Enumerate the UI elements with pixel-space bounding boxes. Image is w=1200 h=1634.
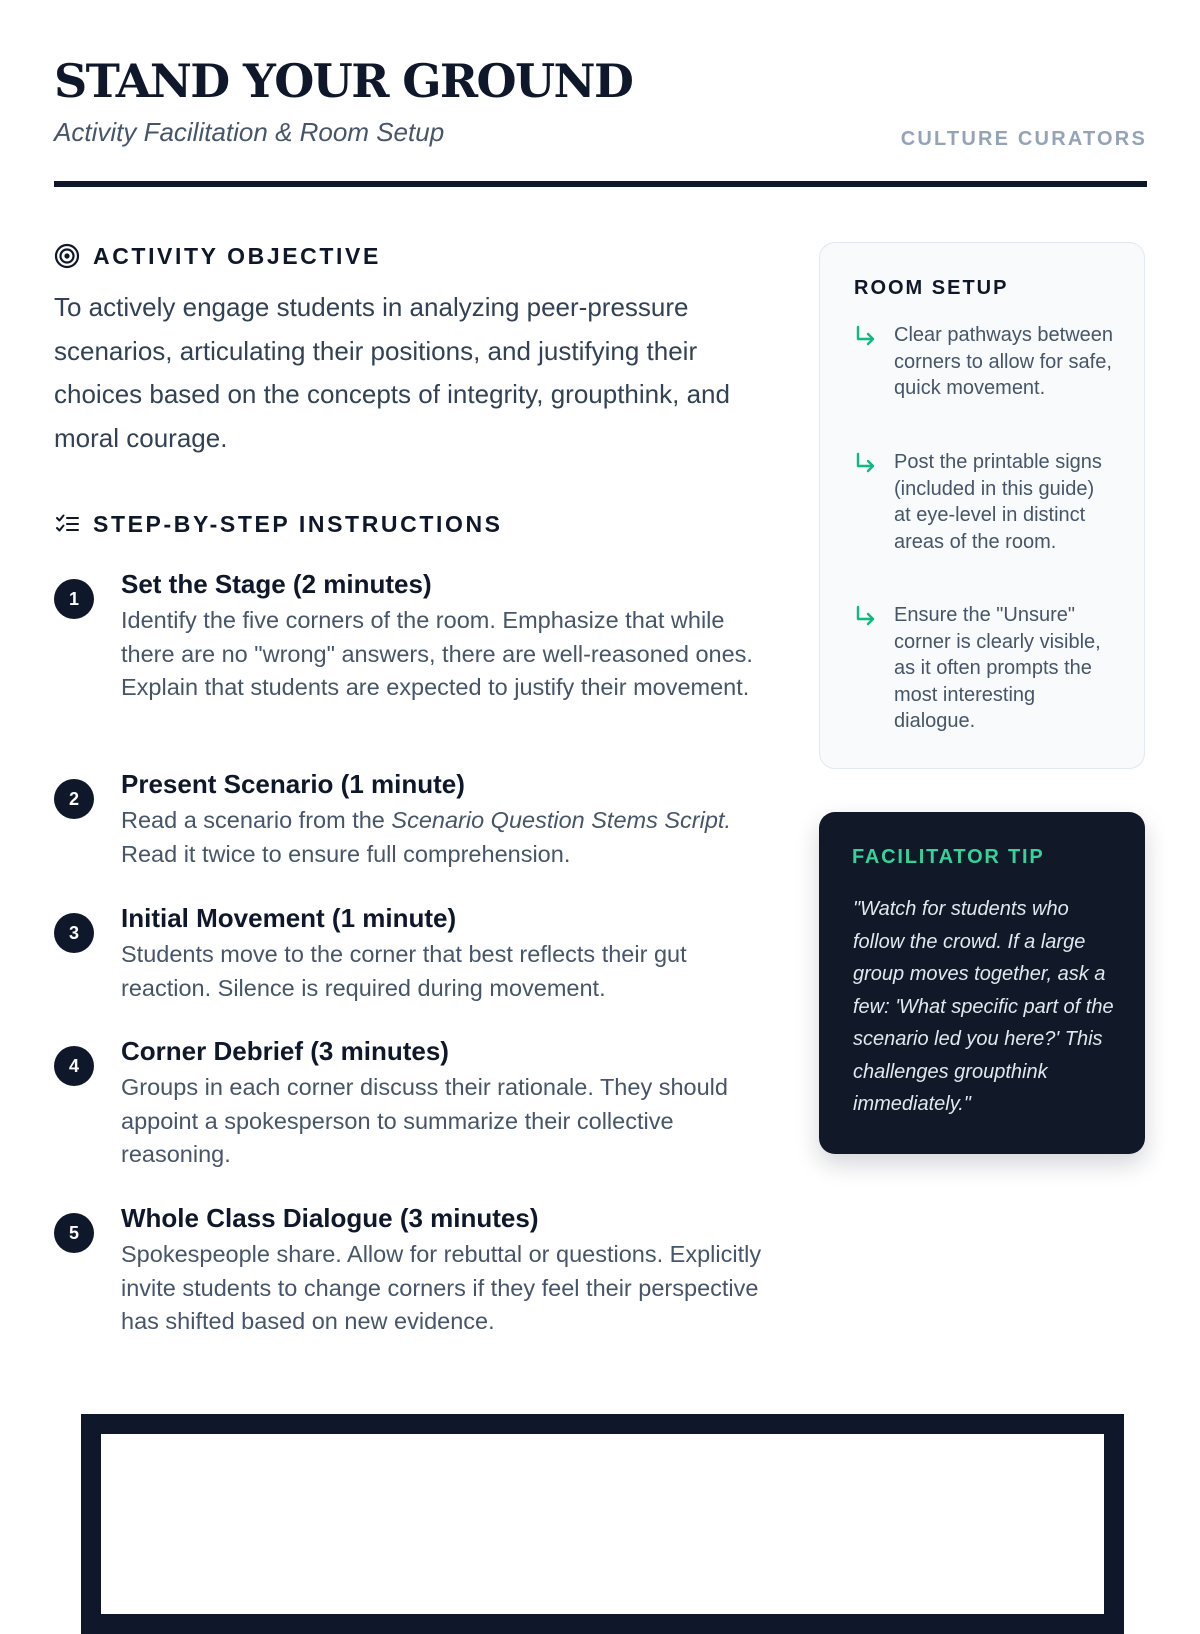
step-title: Whole Class Dialogue (3 minutes): [121, 1203, 539, 1233]
step-title: Initial Movement (1 minute): [121, 903, 457, 933]
step-description: Students move to the corner that best reflects their gut reaction. Silence is required during movement.: [121, 941, 687, 1001]
objective-heading: [54, 240, 774, 272]
step-description: Groups in each corner discuss their rationale. They should appoint a spokesperson to summarize their collective reasoning.: [121, 1074, 728, 1167]
brand-name: CULTURE CURATORS: [900, 128, 1147, 150]
main-column: [54, 240, 774, 1334]
step-number-badge: 3: [54, 913, 94, 953]
checklist-icon: [54, 511, 80, 537]
page-title: STAND YOUR GROUND: [54, 54, 633, 108]
step-title: Present Scenario (1 minute): [121, 769, 465, 799]
target-icon: [54, 243, 80, 269]
room-setup-heading: ROOM SETUP: [854, 277, 1009, 299]
header-divider: [54, 181, 1147, 187]
room-setup-item-text: Ensure the "Unsure" corner is clearly visible, as it often prompts the most interesting dialogue.: [894, 604, 1101, 732]
objective-heading-label: ACTIVITY OBJECTIVE: [93, 242, 381, 269]
arrow-return-icon: [854, 324, 878, 348]
facilitator-tip-quote: "Watch for students who follow the crowd. If a large group moves together, ask a few: 'What specific part of the scenario led you here?' This challenges groupthink immediately.": [853, 898, 1114, 1115]
step-description: Spokespeople share. Allow for rebuttal or questions. Explicitly invite students to change corners if they feel their perspective has shifted based on new evidence.: [121, 1241, 762, 1334]
step-number-badge: 4: [54, 1046, 94, 1086]
step-title: Set the Stage (2 minutes): [121, 569, 432, 599]
instructions-heading-label: STEP-BY-STEP INSTRUCTIONS: [93, 510, 503, 537]
step-description-part: Read it twice to ensure full comprehension.: [121, 840, 571, 867]
facilitator-tip-card: [819, 812, 1145, 1154]
step-number-badge: 1: [54, 579, 94, 619]
header: [54, 0, 1147, 186]
objective-text: To actively engage students in analyzing peer-pressure scenarios, articulating their positions, and justifying their choices based on the concepts of integrity, groupthink, and moral courage.: [54, 292, 730, 453]
step-description: Identify the five corners of the room. Emphasize that while there are no "wrong" answers, there are well-reasoned ones. Explain that students are expected to justify their movement.: [121, 607, 753, 700]
step-number-badge: 5: [54, 1213, 94, 1253]
script-reference: Scenario Question Stems Script.: [391, 807, 731, 833]
arrow-return-icon: [854, 451, 878, 475]
step-number-badge: 2: [54, 779, 94, 819]
printable-sign-frame: [81, 1414, 1124, 1634]
arrow-return-icon: [854, 604, 878, 628]
step-description-part: Read a scenario from the: [121, 807, 392, 833]
page: [54, 0, 1147, 1334]
step-description: [121, 804, 781, 871]
room-setup-item-text: Post the printable signs (included in this guide) at eye-level in distinct areas of the room.: [894, 451, 1102, 553]
step-title: Corner Debrief (3 minutes): [121, 1036, 449, 1066]
instructions-heading: [54, 508, 774, 540]
room-setup-card: [819, 242, 1145, 769]
page-subtitle: Activity Facilitation & Room Setup: [54, 117, 445, 147]
room-setup-item-text: Clear pathways between corners to allow for safe, quick movement.: [894, 324, 1114, 399]
facilitator-tip-heading: FACILITATOR TIP: [852, 846, 1045, 868]
